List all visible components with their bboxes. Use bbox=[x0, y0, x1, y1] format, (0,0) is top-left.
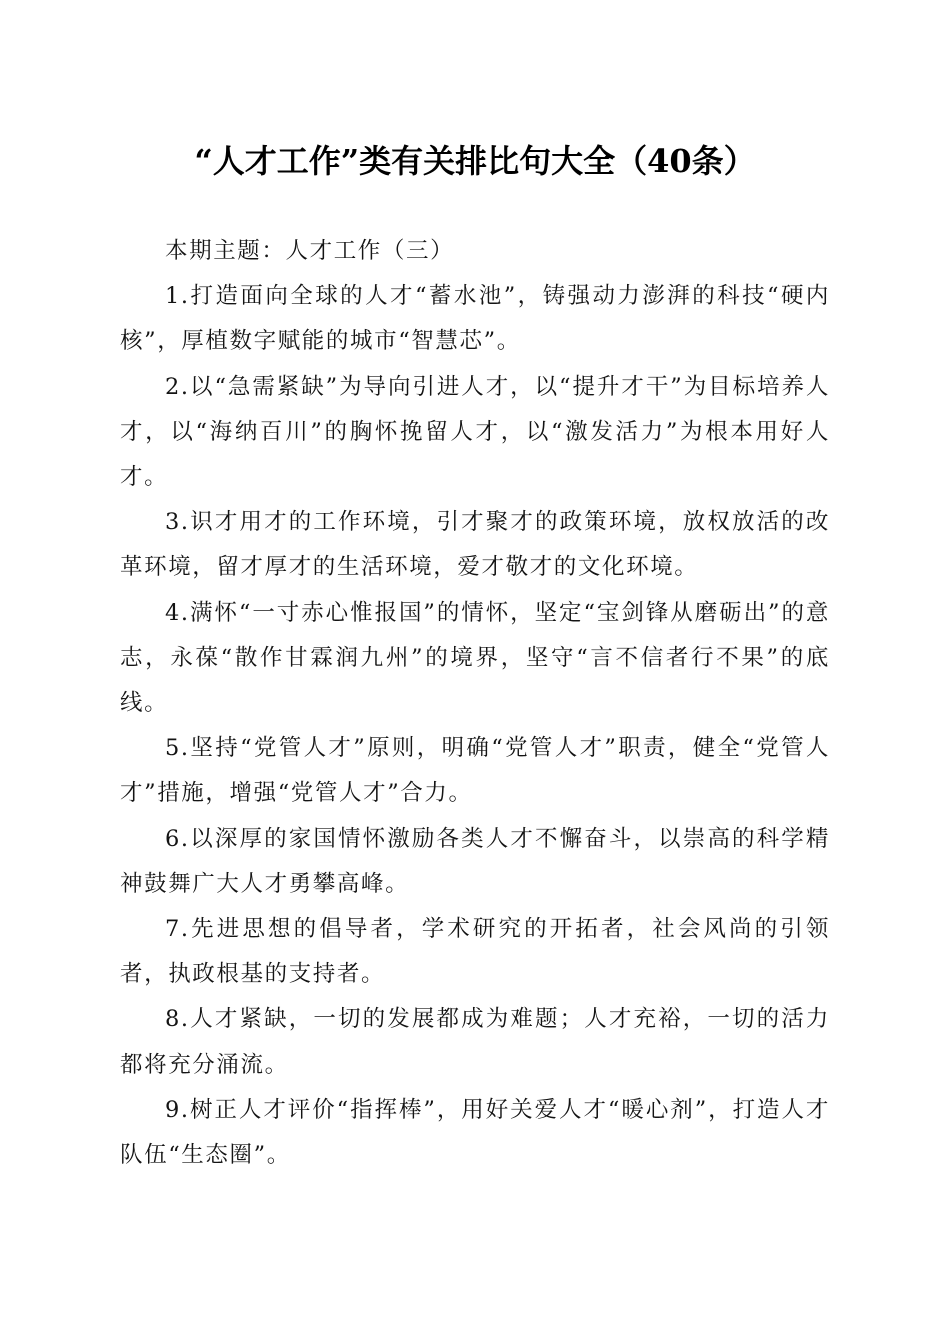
list-item: 2.以“急需紧缺”为导向引进人才，以“提升才干”为目标培养人才，以“海纳百川”的胸怀挽留人才，以“激发活力”为根本用好人才。 bbox=[120, 373, 830, 491]
list-item: 6.以深厚的家国情怀激励各类人才不懈奋斗，以崇高的科学精神鼓舞广大人才勇攀高峰。 bbox=[120, 825, 830, 897]
list-item: 9.树正人才评价“指挥棒”，用好关爱人才“暖心剂”，打造人才队伍“生态圈”。 bbox=[120, 1096, 830, 1169]
list-item: 3.识才用才的工作环境，引才聚才的政策环境，放权放活的改革环境，留才厚才的生活环境，爱才敬才的文化环境。 bbox=[120, 509, 830, 581]
list-item: 4.满怀“一寸赤心惟报国”的情怀，坚定“宝剑锋从磨砺出”的意志，永葆“散作甘霖润九州”的境界，坚守“言不信者行不果”的底线。 bbox=[120, 599, 830, 717]
list-item: 5.坚持“党管人才”原则，明确“党管人才”职责，健全“党管人才”措施，增强“党管人才”合力。 bbox=[120, 735, 830, 807]
document-subtitle: 本期主题：人才工作（三） bbox=[165, 238, 455, 264]
list-item: 7.先进思想的倡导者，学术研究的开拓者，社会风尚的引领者，执政根基的支持者。 bbox=[120, 916, 830, 988]
list-item: 1.打造面向全球的人才“蓄水池”，铸强动力澎湃的科技“硬内核”，厚植数字赋能的城市“智慧芯”。 bbox=[120, 283, 830, 355]
document-body bbox=[120, 229, 830, 1178]
document-title: “人才工作”类有关排比句大全（40条） bbox=[194, 142, 756, 180]
list-item: 8.人才紧缺，一切的发展都成为难题；人才充裕，一切的活力都将充分涌流。 bbox=[120, 1006, 830, 1078]
